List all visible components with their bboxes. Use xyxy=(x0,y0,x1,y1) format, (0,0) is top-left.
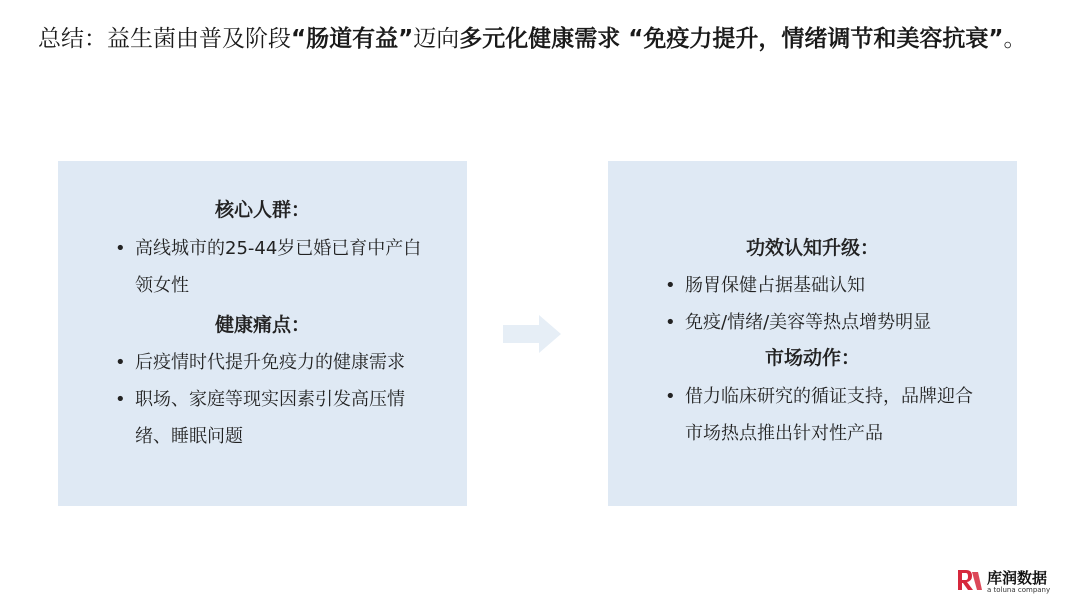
list-item xyxy=(58,381,435,455)
summary-part-3: 迈向 xyxy=(413,26,460,52)
bullet-icon: • xyxy=(115,352,126,373)
brand-logo xyxy=(956,566,1060,596)
list-item-text: 免疫/情绪/美容等热点增势明显 xyxy=(685,312,932,333)
bullet-icon: • xyxy=(115,389,126,410)
list-item xyxy=(58,344,435,381)
summary-part-4: 多元化健康需求 “免疫力提升，情绪调节和美容抗衰” xyxy=(459,26,1004,52)
list-item-text: 后疫情时代提升免疫力的健康需求 xyxy=(135,352,405,373)
target-audience-panel xyxy=(58,161,467,506)
summary-text xyxy=(38,22,1028,56)
efficacy-awareness-heading: 功效认知升级： xyxy=(745,237,879,259)
market-actions-heading: 市场动作： xyxy=(764,347,860,369)
logo-r-icon xyxy=(956,568,984,592)
bullet-icon: • xyxy=(665,275,676,296)
logo-name: 库润数据 xyxy=(987,569,1048,587)
right-arrow-icon xyxy=(503,315,563,353)
logo-subtitle: a toluna company xyxy=(987,586,1051,594)
list-item-text: 职场、家庭等现实因素引发高压情绪、睡眠问题 xyxy=(135,389,405,447)
list-item xyxy=(58,230,435,304)
market-trend-panel xyxy=(608,161,1017,506)
summary-part-5: 。 xyxy=(1003,26,1027,52)
list-item-text: 借力临床研究的循证支持，品牌迎合市场热点推出针对性产品 xyxy=(685,386,973,444)
summary-part-1: 总结：益生菌由普及阶段 xyxy=(38,26,291,52)
summary-part-2: “肠道有益” xyxy=(291,26,414,52)
list-item xyxy=(608,378,985,452)
bullet-icon: • xyxy=(665,312,676,333)
core-audience-heading: 核心人群： xyxy=(214,199,310,221)
bullet-icon: • xyxy=(665,386,676,407)
list-item-text: 肠胃保健占据基础认知 xyxy=(685,275,865,296)
health-pain-points-heading: 健康痛点： xyxy=(214,314,310,336)
list-item-text: 高线城市的25-44岁已婚已育中产白领女性 xyxy=(135,238,422,296)
bullet-icon: • xyxy=(115,238,126,259)
list-item xyxy=(608,304,985,341)
list-item xyxy=(608,267,985,304)
